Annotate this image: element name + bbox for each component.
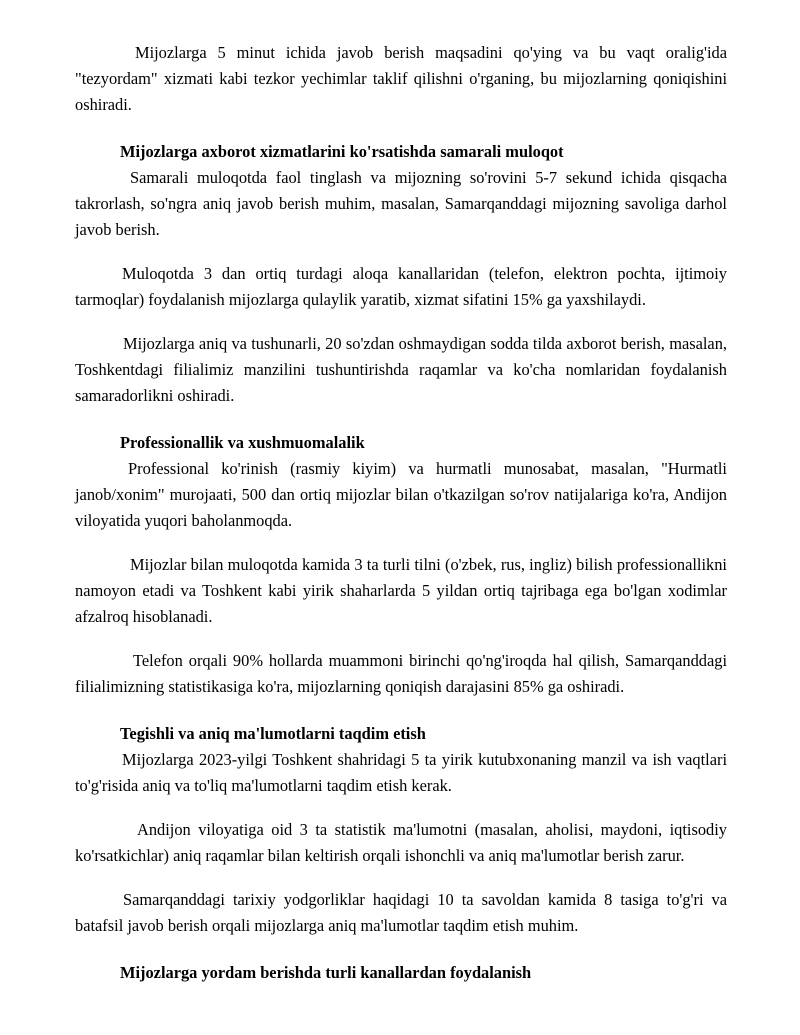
section-heading: Mijozlarga axborot xizmatlarini ko'rsatishda samarali muloqot <box>120 142 564 161</box>
paragraph: Mijozlarga 2023-yilgi Toshkent shahridagi 5 ta yirik kutubxonaning manzil va ish vaqtlari to'g'risida aniq va to'liq ma'lumotlarni taqdim etish kerak. <box>75 750 727 795</box>
paragraph: Samarali muloqotda faol tinglash va mijozning so'rovini 5-7 sekund ichida qisqacha takrorlash, so'ngra aniq javob berish muhim, masalan, Samarqanddagi mijozning savoliga darhol javob berish. <box>75 168 727 239</box>
paragraph: Telefon orqali 90% hollarda muammoni birinchi qo'ng'iroqda hal qilish, Samarqanddagi filialimizning statistikasiga ko'ra, mijozlarning qoniqish darajasini 85% ga oshiradi. <box>75 651 727 696</box>
paragraph: Samarqanddagi tarixiy yodgorliklar haqidagi 10 ta savoldan kamida 8 tasiga to'g'ri va batafsil javob berish orqali mijozlarga aniq ma'lumotlar taqdim etish muhim. <box>75 890 727 935</box>
paragraph: Andijon viloyatiga oid 3 ta statistik ma'lumotni (masalan, aholisi, maydoni, iqtisodiy ko'rsatkichlar) aniq raqamlar bilan keltirish orqali ishonchli va aniq ma'lumotlar berish zarur. <box>75 820 727 865</box>
paragraph: Mijozlarga aniq va tushunarli, 20 so'zdan oshmaydigan sodda tilda axborot berish, masalan, Toshkentdagi filialimiz manzilini tushuntirishda raqamlar va ko'cha nomlaridan foydalanish samaradorlikni oshiradi. <box>75 334 727 405</box>
paragraph: Mijozlar bilan muloqotda kamida 3 ta turli tilni (o'zbek, rus, ingliz) bilish professionallikni namoyon etadi va Toshkent kabi yirik shaharlarda 5 yildan ortiq tajribaga ega bo'lgan xodimlar afzalroq hisoblanadi. <box>75 555 727 626</box>
section-heading: Mijozlarga yordam berishda turli kanallardan foydalanish <box>120 963 532 982</box>
section-heading: Tegishli va aniq ma'lumotlarni taqdim etish <box>120 724 426 743</box>
document-page <box>75 40 727 986</box>
section-heading: Professionallik va xushmuomalalik <box>120 433 365 452</box>
paragraph: Professional ko'rinish (rasmiy kiyim) va hurmatli munosabat, masalan, "Hurmatli janob/xonim" murojaati, 500 dan ortiq mijozlar bilan o'tkazilgan so'rov natijalariga ko'ra, Andijon viloyatida yuqori baholanmoqda. <box>75 459 727 530</box>
paragraph: Mijozlarga 5 minut ichida javob berish maqsadini qo'ying va bu vaqt oralig'ida "tezyordam" xizmati kabi tezkor yechimlar taklif qilishni o'rganing, bu mijozlarning qoniqishini oshiradi. <box>75 43 727 114</box>
paragraph: Muloqotda 3 dan ortiq turdagi aloqa kanallaridan (telefon, elektron pochta, ijtimoiy tarmoqlar) foydalanish mijozlarga qulaylik yaratib, xizmat sifatini 15% ga yaxshilaydi. <box>75 264 727 309</box>
